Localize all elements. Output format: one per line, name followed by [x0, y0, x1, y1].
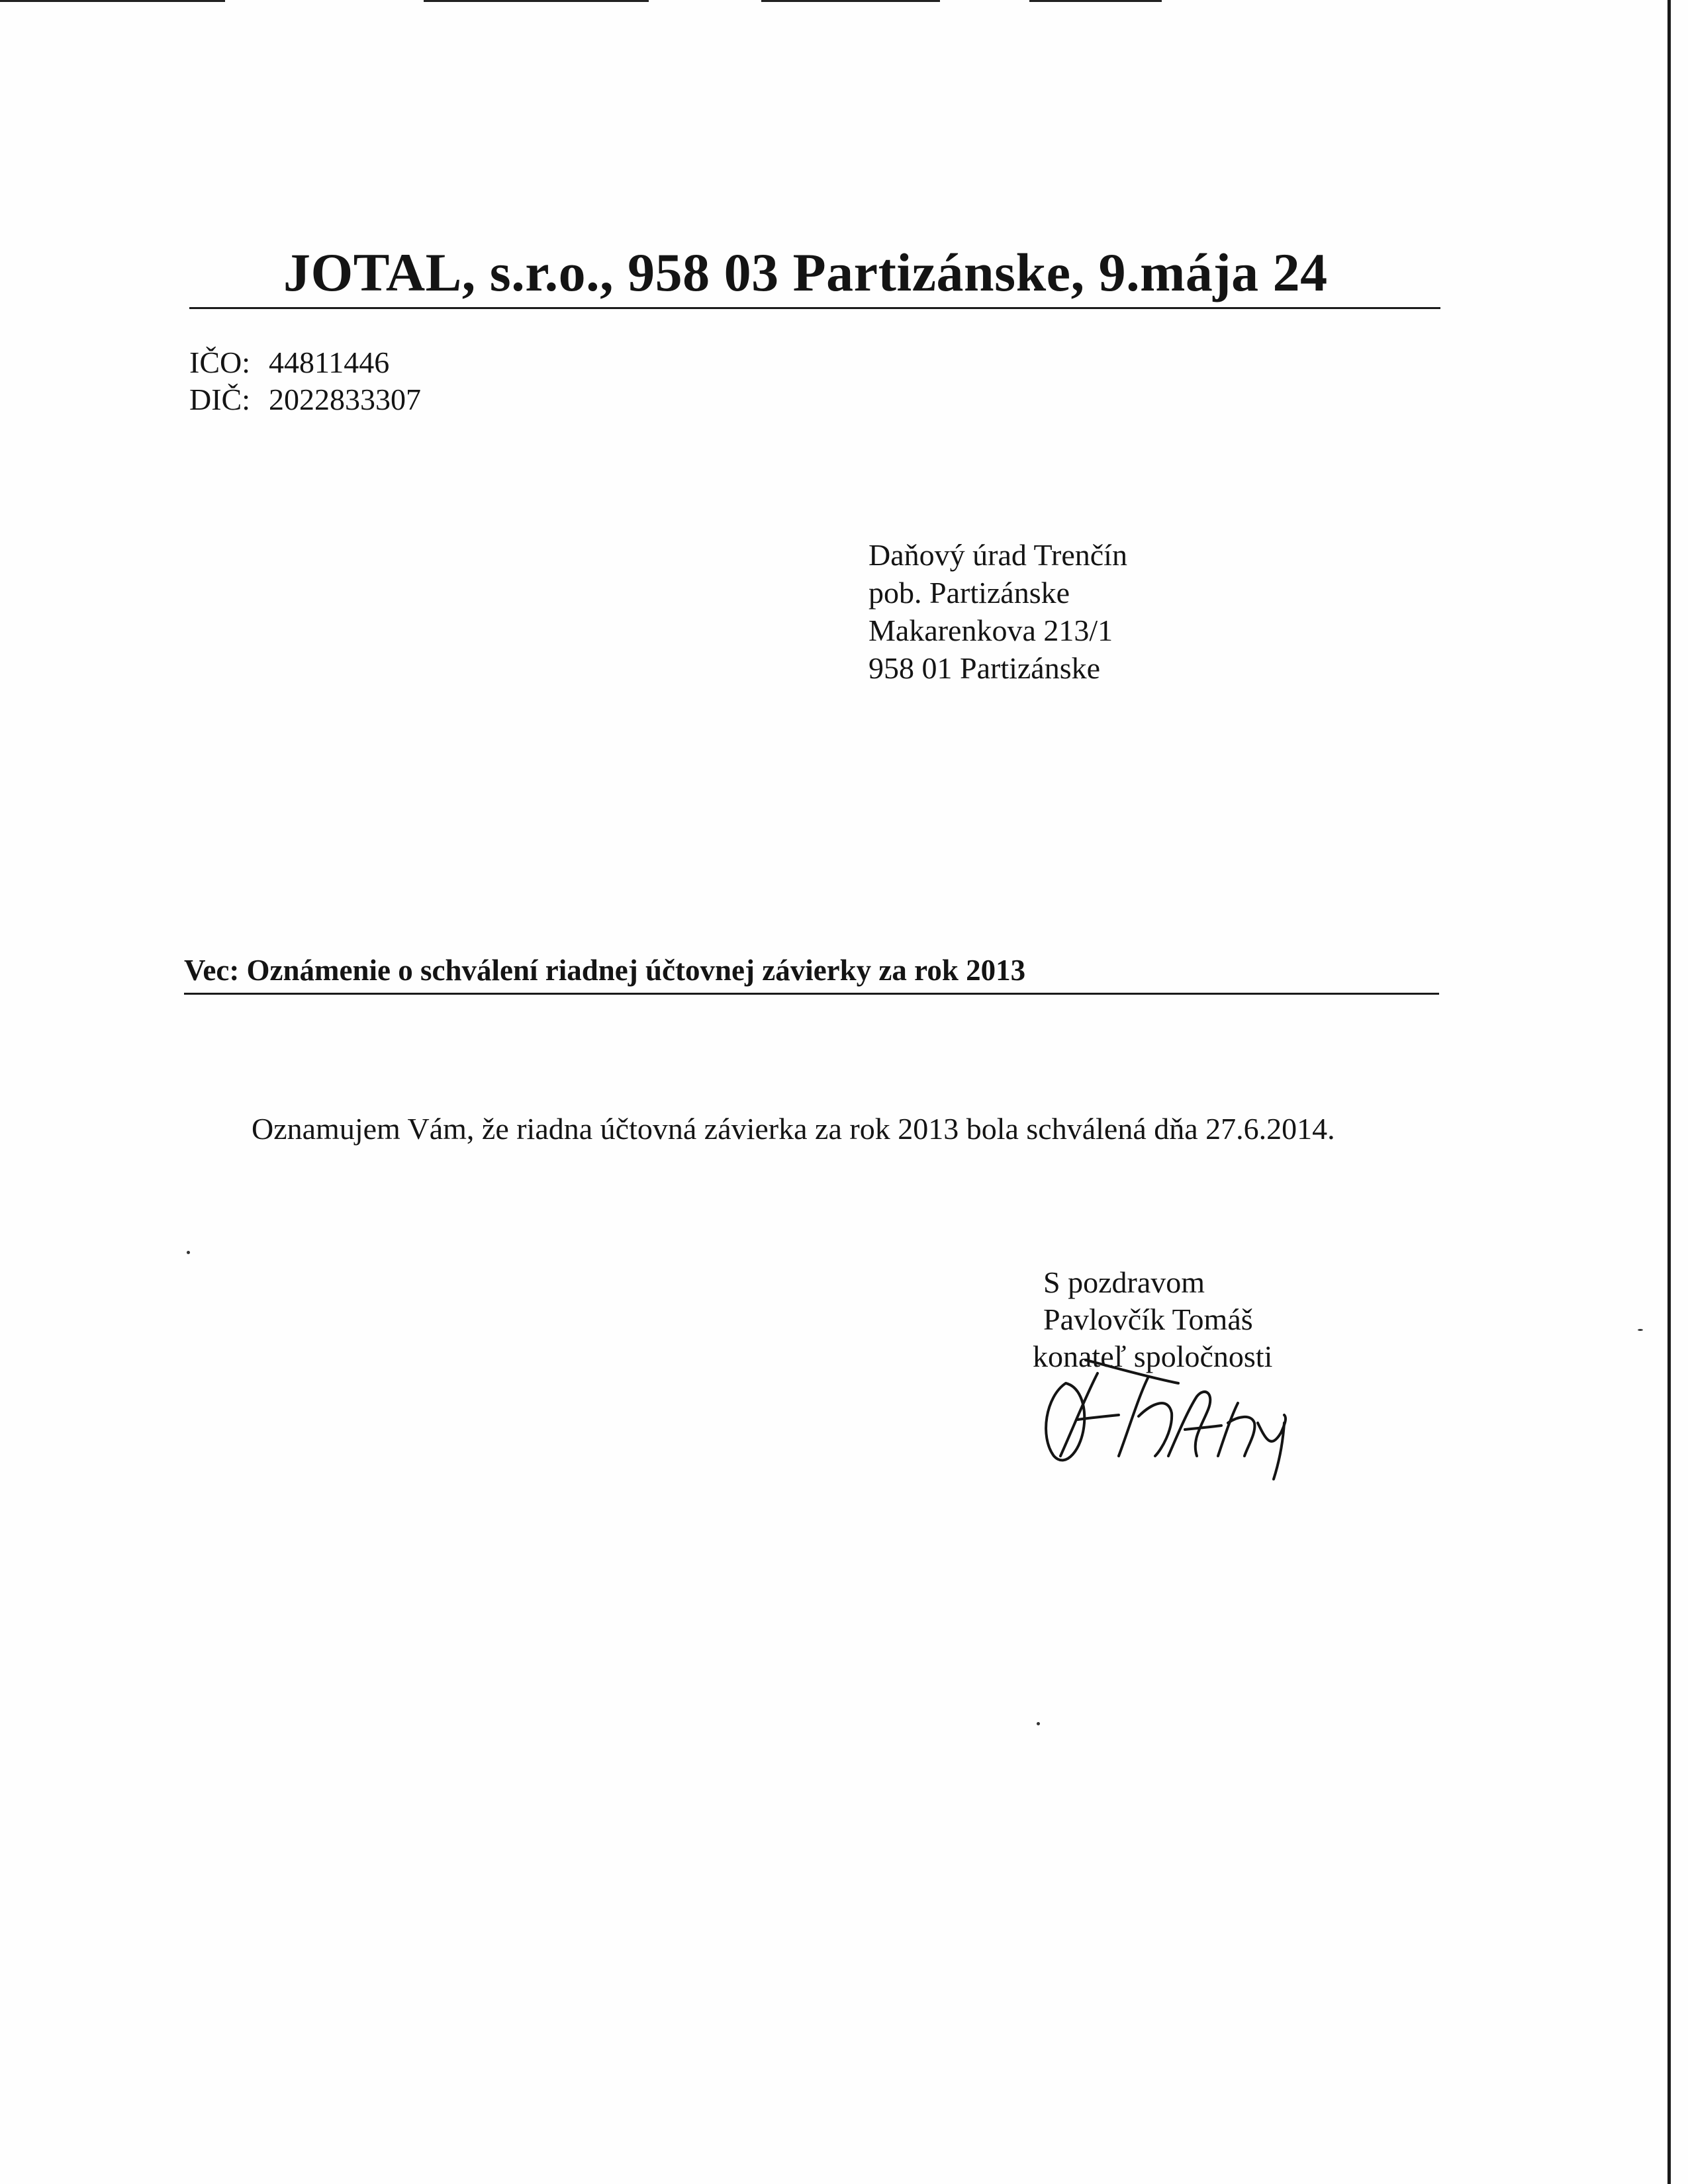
company-identifiers — [189, 344, 421, 418]
recipient-address — [868, 536, 1127, 687]
closing-greeting: S pozdravom — [1043, 1265, 1205, 1299]
letterhead — [189, 240, 1440, 309]
recipient-line-1: Daňový úrad Trenčín — [868, 538, 1127, 572]
body-paragraph: Oznamujem Vám, že riadna účtovná závierka za rok 2013 bola schválená dňa 27.6.2014. — [252, 1112, 1335, 1146]
signatory-name: Pavlovčík Tomáš — [1043, 1302, 1253, 1336]
recipient-line-3: Makarenkova 213/1 — [868, 614, 1113, 647]
scan-speck — [187, 1251, 190, 1254]
signatory-role: konateľ spoločnosti — [1033, 1340, 1273, 1373]
scan-artifact-line — [424, 0, 649, 2]
ico-label: IČO: — [189, 345, 250, 379]
scan-artifact-line — [1029, 0, 1162, 2]
ico-row — [189, 344, 421, 381]
scan-right-edge — [1667, 0, 1671, 2184]
handwritten-signature — [1019, 1357, 1297, 1482]
scan-artifact-line — [0, 0, 225, 2]
letterhead-title: JOTAL, s.r.o., 958 03 Partizánske, 9.mája 24 — [283, 242, 1328, 302]
recipient-line-4: 958 01 Partizánske — [868, 651, 1101, 685]
recipient-line-2: pob. Partizánske — [868, 576, 1070, 610]
dic-row — [189, 381, 421, 418]
scan-speck — [1638, 1329, 1643, 1331]
scan-artifact-line — [761, 0, 940, 2]
ico-value: 44811446 — [269, 345, 390, 379]
subject-line: Vec: Oznámenie o schválení riadnej účtovnej závierky za rok 2013 — [184, 950, 1439, 995]
scan-speck — [1037, 1722, 1040, 1725]
dic-label: DIČ: — [189, 383, 250, 416]
dic-value: 2022833307 — [269, 383, 421, 416]
